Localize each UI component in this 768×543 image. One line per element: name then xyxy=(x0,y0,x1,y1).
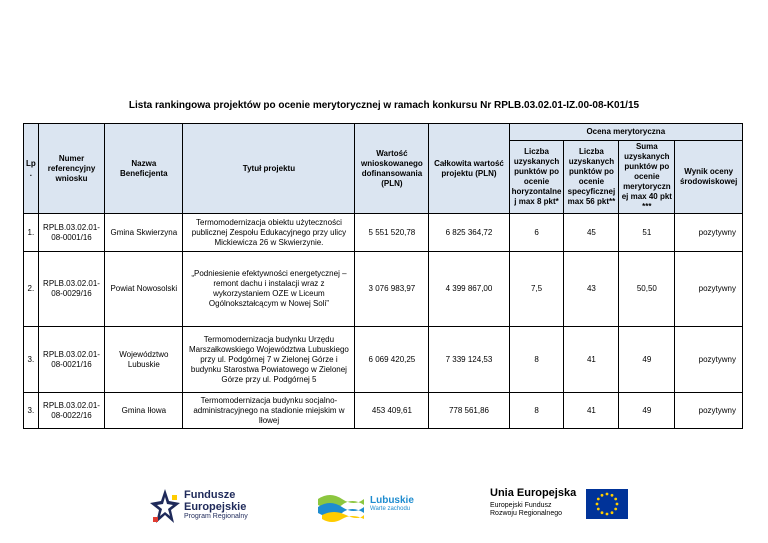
ue-line1: Europejski Fundusz xyxy=(490,502,552,509)
cell-nazwa: Gmina Skwierzyna xyxy=(105,214,183,252)
col-header-wartosc: Wartość wnioskowanego dofinansowania (PLN) xyxy=(355,124,429,214)
cell-calkowita: 7 339 124,53 xyxy=(429,327,509,393)
cell-numer: RPLB.03.02.01-08-0029/16 xyxy=(38,252,105,327)
cell-wartosc: 3 076 983,97 xyxy=(355,252,429,327)
cell-suma: 51 xyxy=(619,214,675,252)
table-row xyxy=(24,214,743,252)
lubuskie-wave-icon xyxy=(316,491,366,523)
cell-nazwa: Powiat Nowosolski xyxy=(105,252,183,327)
cell-specyficzna: 41 xyxy=(564,393,619,429)
cell-wynik: pozytywny xyxy=(675,393,743,429)
cell-horyzontalna: 6 xyxy=(509,214,564,252)
table-row xyxy=(24,252,743,327)
fe-star-icon xyxy=(150,487,180,527)
col-header-tytul: Tytuł projektu xyxy=(183,124,355,214)
unia-europejska-logo xyxy=(490,483,630,531)
ranking-table xyxy=(23,123,743,429)
fe-line3: Program Regionalny xyxy=(184,513,248,520)
lubuskie-sub: Warte zachodu xyxy=(370,506,411,512)
cell-wynik: pozytywny xyxy=(675,252,743,327)
col-header-liczba-specyficzna: Liczba uzyskanych punktów po ocenie specyficznej max 56 pkt** xyxy=(564,141,619,214)
cell-wynik: pozytywny xyxy=(675,214,743,252)
cell-numer: RPLB.03.02.01-08-0021/16 xyxy=(38,327,105,393)
col-header-lp: Lp. xyxy=(24,124,39,214)
ue-name: Unia Europejska xyxy=(490,487,577,499)
cell-numer: RPLB.03.02.01-08-0022/16 xyxy=(38,393,105,429)
cell-tytul: Termomodernizacja budynku Urzędu Marszałkowskiego Województwa Lubuskiego przy ul. Podgórnej 7 w Zielonej Górze i budynku Starostwa Powiatowego w Zielonej Górze przy ul. Podgórnej 5 xyxy=(183,327,355,393)
cell-wartosc: 5 551 520,78 xyxy=(355,214,429,252)
cell-horyzontalna: 8 xyxy=(509,393,564,429)
cell-specyficzna: 43 xyxy=(564,252,619,327)
eu-flag-icon xyxy=(586,489,628,519)
col-header-wynik: Wynik oceny środowiskowej xyxy=(675,141,743,214)
col-header-suma: Suma uzyskanych punktów po ocenie merytorycznej max 40 pkt *** xyxy=(619,141,675,214)
col-header-liczba-horyzontalna: Liczba uzyskanych punktów po ocenie horyzontalnej max 8 pkt* xyxy=(509,141,564,214)
cell-wartosc: 453 409,61 xyxy=(355,393,429,429)
fundusze-europejskie-logo xyxy=(150,483,290,531)
cell-calkowita: 6 825 364,72 xyxy=(429,214,509,252)
cell-numer: RPLB.03.02.01-08-0001/16 xyxy=(38,214,105,252)
cell-tytul: Termomodernizacja obiektu użyteczności publicznej Zespołu Edukacyjnego przy ulicy Mickiewicza 26 w Skwierzynie. xyxy=(183,214,355,252)
cell-suma: 49 xyxy=(619,327,675,393)
cell-lp: 2. xyxy=(24,252,39,327)
cell-nazwa: Gmina Iłowa xyxy=(105,393,183,429)
cell-lp: 1. xyxy=(24,214,39,252)
cell-suma: 50,50 xyxy=(619,252,675,327)
cell-specyficzna: 41 xyxy=(564,327,619,393)
logos-bar xyxy=(0,475,768,535)
cell-suma: 49 xyxy=(619,393,675,429)
table-row xyxy=(24,393,743,429)
cell-lp: 3. xyxy=(24,393,39,429)
cell-wartosc: 6 069 420,25 xyxy=(355,327,429,393)
group-header-ocena: Ocena merytoryczna xyxy=(509,124,742,141)
cell-lp: 3. xyxy=(24,327,39,393)
cell-tytul: „Podniesienie efektywności energetycznej – remont dachu i instalacji wraz z wykorzystaniem OZE w Liceum Ogólnokształcącym w Nowej Soli” xyxy=(183,252,355,327)
fe-line2: Europejskie xyxy=(184,501,247,513)
lubuskie-name: Lubuskie xyxy=(370,495,414,506)
cell-horyzontalna: 8 xyxy=(509,327,564,393)
cell-calkowita: 778 561,86 xyxy=(429,393,509,429)
page-title: Lista rankingowa projektów po ocenie merytorycznej w ramach konkursu Nr RPLB.03.02.01-IZ.00-08-K01/15 xyxy=(128,100,640,111)
cell-wynik: pozytywny xyxy=(675,327,743,393)
cell-tytul: Termomodernizacja budynku socjalno-administracyjnego na stadionie miejskim w Iłowej xyxy=(183,393,355,429)
col-header-calkowita: Całkowita wartość projektu (PLN) xyxy=(429,124,509,214)
lubuskie-logo xyxy=(316,489,426,529)
col-header-nazwa: Nazwa Beneficjenta xyxy=(105,124,183,214)
ue-line2: Rozwoju Regionalnego xyxy=(490,510,562,517)
fe-line1: Fundusze xyxy=(184,489,236,501)
cell-horyzontalna: 7,5 xyxy=(509,252,564,327)
col-header-numer: Numer referencyjny wniosku xyxy=(38,124,105,214)
cell-specyficzna: 45 xyxy=(564,214,619,252)
cell-calkowita: 4 399 867,00 xyxy=(429,252,509,327)
cell-nazwa: Województwo Lubuskie xyxy=(105,327,183,393)
table-row xyxy=(24,327,743,393)
